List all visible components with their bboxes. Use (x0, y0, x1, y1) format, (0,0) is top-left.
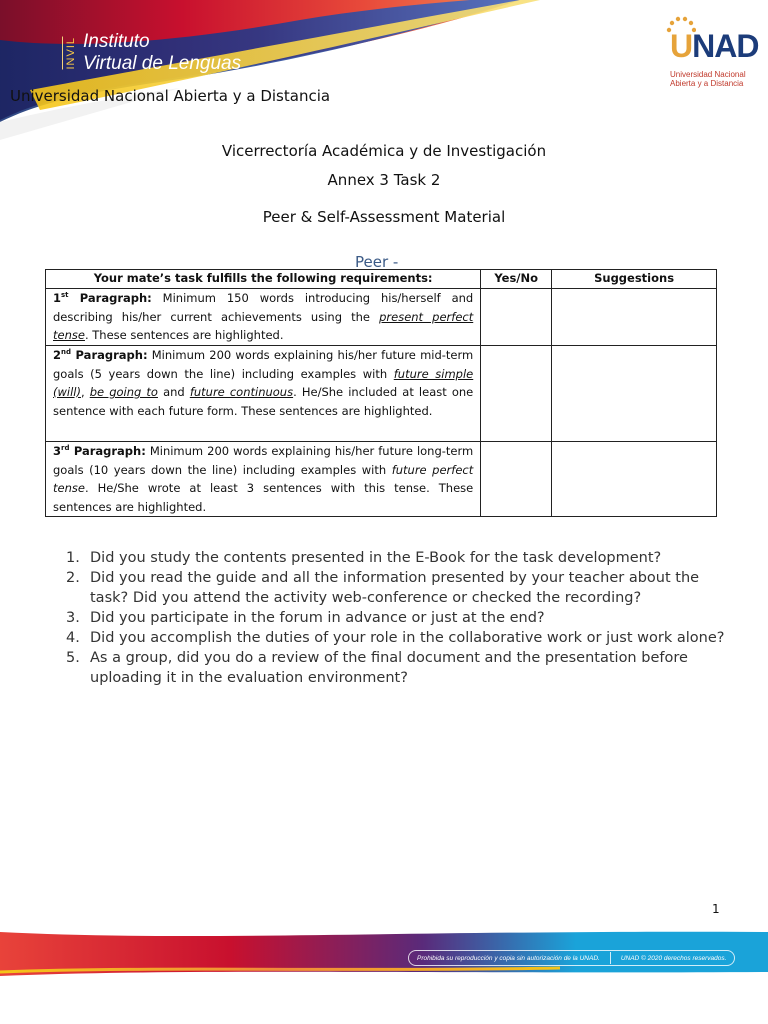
requirement-cell: 3rd Paragraph: Minimum 200 words explaining his/her future long-term goals (10 years down the line) including examples with future perfect tense. He/She wrote at least 3 sentences with this tense. These sentences are highlighted. (46, 442, 481, 517)
footer-divider (610, 952, 611, 964)
table-row (46, 346, 717, 442)
unad-wordmark: UNAD (670, 28, 759, 64)
page-number: 1 (712, 902, 720, 916)
suggestions-cell[interactable] (552, 442, 717, 517)
institute-name-line2: Virtual de Lenguas (83, 53, 242, 74)
invil-logo (62, 26, 241, 80)
requirement-cell: 2nd Paragraph: Minimum 200 words explaining his/her future mid-term goals (5 years down the line) including examples with future simple (will), be going to and future continuous. He/She included at least one sentence with each future form. These sentences are highlighted. (46, 346, 481, 442)
yes-no-cell[interactable] (481, 289, 552, 346)
question-number: 2. (66, 570, 80, 586)
unad-subtitle-line2: Abierta y a Distancia (670, 79, 744, 88)
suggestions-column-header: Suggestions (552, 270, 717, 289)
question-text: Did you read the guide and all the information presented by your teacher about the task? Did you attend the activity web-conference or checked the recording? (90, 570, 700, 606)
question-number: 3. (66, 610, 80, 626)
vicerrectoria-title: Vicerrectoría Académica y de Investigación (221, 142, 547, 160)
question-text: Did you study the contents presented in the E-Book for the task development? (90, 550, 662, 566)
university-name: Universidad Nacional Abierta y a Distancia (10, 87, 331, 105)
peer-heading: Peer - (355, 253, 399, 271)
question-text: Did you accomplish the duties of your role in the collaborative work or just work alone? (90, 630, 725, 646)
invil-vertical-label: INVIL (62, 37, 77, 70)
yes-no-cell[interactable] (481, 442, 552, 517)
suggestions-cell[interactable] (552, 289, 717, 346)
footer-copyright: UNAD © 2020 derechos reservados. (620, 954, 727, 962)
unad-subtitle-line1: Universidad Nacional (670, 70, 746, 79)
question-number: 4. (66, 630, 80, 646)
footer-notice-text: Prohibida su reproducción y copia sin autorización de la UNAD. (417, 954, 600, 962)
list-item (66, 648, 726, 688)
header-banner (0, 0, 768, 140)
requirements-table (45, 269, 717, 517)
requirements-column-header: Your mate’s task fulfills the following requirements: (46, 270, 481, 289)
question-text: As a group, did you do a review of the final document and the presentation before uploading it in the evaluation environment? (90, 650, 688, 686)
list-item (66, 628, 726, 648)
suggestions-cell[interactable] (552, 346, 717, 442)
list-item (66, 548, 726, 568)
yes-no-cell[interactable] (481, 346, 552, 442)
material-title: Peer & Self-Assessment Material (262, 208, 506, 226)
table-row (46, 442, 717, 517)
footer-banner (0, 928, 768, 984)
unad-subtitle (670, 70, 746, 88)
requirement-cell: 1st Paragraph: Minimum 150 words introducing his/herself and describing his/her current achievements using the present perfect tense. These sentences are highlighted. (46, 289, 481, 346)
institute-name-line1: Instituto (83, 31, 150, 52)
list-item (66, 608, 726, 628)
annex-title: Annex 3 Task 2 (327, 171, 441, 189)
list-item (66, 568, 726, 608)
footer-notice (408, 950, 735, 966)
table-row (46, 289, 717, 346)
table-header-row (46, 270, 717, 289)
yes-no-column-header: Yes/No (481, 270, 552, 289)
question-number: 5. (66, 650, 80, 666)
question-text: Did you participate in the forum in advance or just at the end? (90, 610, 545, 626)
question-number: 1. (66, 550, 80, 566)
unad-logo (666, 16, 766, 86)
reflection-questions-list (66, 548, 726, 688)
